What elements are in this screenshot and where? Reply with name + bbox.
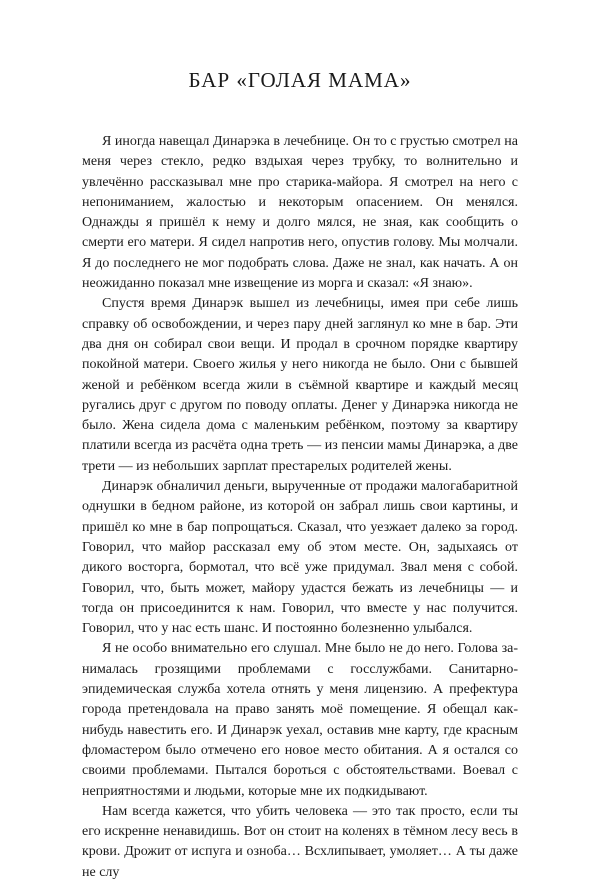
paragraph-4: Я не особо внимательно его слушал. Мне было не до него. Голова занималась грозящими проблемами с госслужбами. Санитарно-эпидемическая служба хотела отнять у меня лицензию. А префектура города претендовала на право занять моё помещение. Я обещал как-нибудь навестить его. И Динарэк уехал, оставив мне карту, где красным фломастером было отмечено его новое место обитания. А я остался со своими проблемами. Пытался бороться с обстоятельствами. Воевал с неприятностями и людьми, которые мне их подкидывают. bbox=[82, 641, 518, 799]
chapter-title: БАР «ГОЛАЯ МАМА» bbox=[188, 68, 412, 92]
paragraph-2: Спустя время Динарэк вышел из лечебницы, имея при себе лишь справку об освобождении, и через пару дней заглянул ко мне в бар. Эти два дня он собирал свои вещи. И продал в срочном порядке квартиру покойной матери. Своего жилья у него никогда не было. Они с бывшей женой и ребёнком всегда жили в съёмной квартире и каждый месяц ругались друг с другом по поводу оплаты. Денег у Динарэка никогда не было. Жена сидела дома с маленьким ребёнком, поэтому за квартиру платили всегда из расчёта одна треть — из пенсии мамы Динарэка, а две трети — из небольших зарплат престарелых родителей жены. bbox=[82, 296, 518, 474]
paragraph-3: Динарэк обналичил деньги, вырученные от продажи малогабаритной однушки в бедном районе, из которой он забрал лишь свои картины, и пришёл ко мне в бар попрощаться. Сказал, что уезжает далеко за город. Говорил, что майор рассказал ему об этом месте. Он, задыхаясь от дикого восторга, бормотал, что всё уже придумал. Звал меня с собой. Говорил, что, быть может, майору удастся бежать из лечебницы — и тогда он присоединится к нам. Говорил, что вместе у нас получится. Говорил, что у нас есть шанс. И постоянно болезненно улыбался. bbox=[82, 479, 518, 637]
body-text bbox=[82, 132, 518, 883]
paragraph-1: Я иногда навещал Динарэка в лечебнице. Он то с грустью смотрел на меня через стекло, редко вздыхая через трубку, то волнительно и увлечённо рассказывал мне про старика-майора. Я смотрел на него с непониманием, жалостью и некоторым опасением. Он менялся. Однажды я пришёл к нему и долго мялся, не зная, как сообщить о смерти его матери. Я сидел напротив него, опустив голову. Мы молчали. Я до последнего не мог подобрать слова. Даже не знал, как начать. А он неожиданно показал мне извещение из морга и сказал: «Я знаю». bbox=[82, 134, 518, 292]
paragraph-5: Нам всегда кажется, что убить человека — это так просто, если ты его искренне ненавидишь. Вот он стоит на коленях в тёмном лесу весь в крови. Дрожит от испуга и озноба… Всхлипывает, умоляет… А ты даже не слу bbox=[82, 803, 518, 880]
